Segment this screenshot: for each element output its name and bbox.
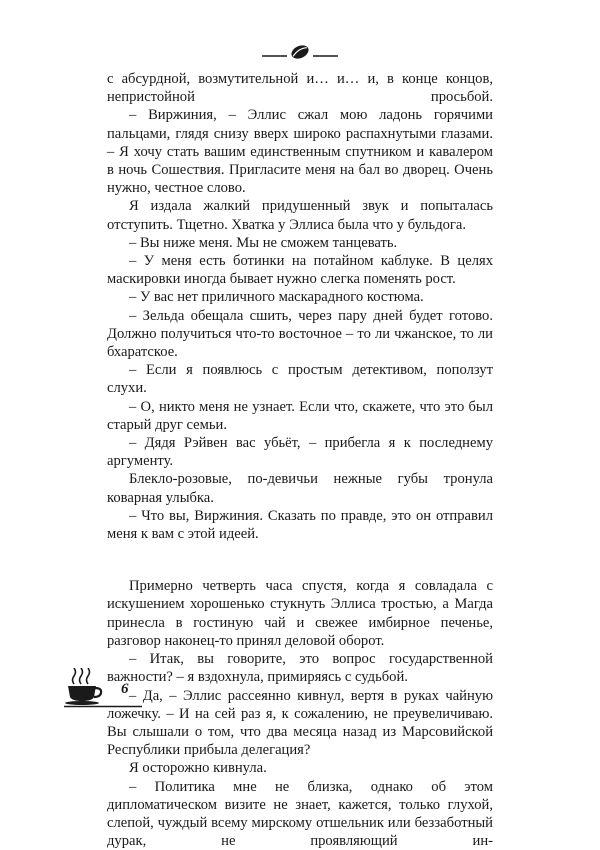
paragraph: Я издала жалкий придушенный звук и попыталась отступить. Тщетно. Хватка у Эллиса была что у бульдога. [107, 198, 493, 233]
paragraph: с абсурдной, возмутительной и… и… и, в конце концов, непристойной просьбой. [107, 71, 493, 106]
coffee-cup-icon [62, 668, 142, 708]
paragraph: – Да, – Эллис рассеянно кивнул, вертя в руках чайную ложечку. – И на сей раз я, к сожалению, не преувеличиваю. Вы слышали о том, что два месяца назад из Марсовийской Республики прибыла делегация? [107, 687, 493, 759]
paragraph: – О, никто меня не узнает. Если что, скажете, что это был старый друг семьи. [107, 398, 493, 433]
paragraph: – Итак, вы говорите, это вопрос государственной важности? – я вздохнула, примиряясь с судьбой. [107, 651, 493, 686]
paragraph: – Если я появлюсь с простым детективом, поползут слухи. [107, 362, 493, 397]
paragraph: – Что вы, Виржиния. Сказать по правде, это он отправил меня к вам с этой идеей. [107, 507, 493, 543]
body-text [107, 70, 493, 850]
paragraph: – Дядя Рэйвен вас убьёт, – прибегла я к последнему аргументу. [107, 435, 493, 470]
coffee-bean-ornament-icon [262, 44, 338, 60]
paragraph: – Зельда обещала сшить, через пару дней будет готово. Должно получиться что-то восточное – то ли чжанское, то ли бхаратское. [107, 307, 493, 361]
paragraph: – У вас нет приличного маскарадного костюма. [129, 289, 424, 306]
paragraph: – Вы ниже меня. Мы не сможем танцевать. [129, 234, 398, 251]
paragraph: – Политика мне не близка, однако об этом дипломатическом визите не знает, кажется, только глухой, слепой, чуждый всему мирскому отшельник или беззаботный дурак, не проявляющий ин- [107, 778, 493, 850]
paragraph: Блекло-розовые, по-девичьи нежные губы тронула коварная улыбка. [107, 471, 493, 506]
paragraph: Примерно четверть часа спустя, когда я совладала с искушением хорошенько стукнуть Эллиса тростью, а Магда принесла в гостиную чай и свежее имбирное печенье, разговор наконец-то принял деловой оборот. [107, 578, 493, 649]
page-number: 6 [121, 681, 129, 697]
paragraph: – Виржиния, – Эллис сжал мою ладонь горячими пальцами, глядя снизу вверх широко распахнутыми глазами. – Я хочу стать вашим единственным спутником и кавалером в ночь Сошествия. Пригласите меня на бал во дворец. Очень нужно, честное слово. [107, 107, 493, 197]
paragraph: – У меня есть ботинки на потайном каблуке. В целях маскировки иногда бывает нужно слегка поменять рост. [107, 253, 493, 288]
paragraph: Я осторожно кивнула. [129, 760, 267, 777]
